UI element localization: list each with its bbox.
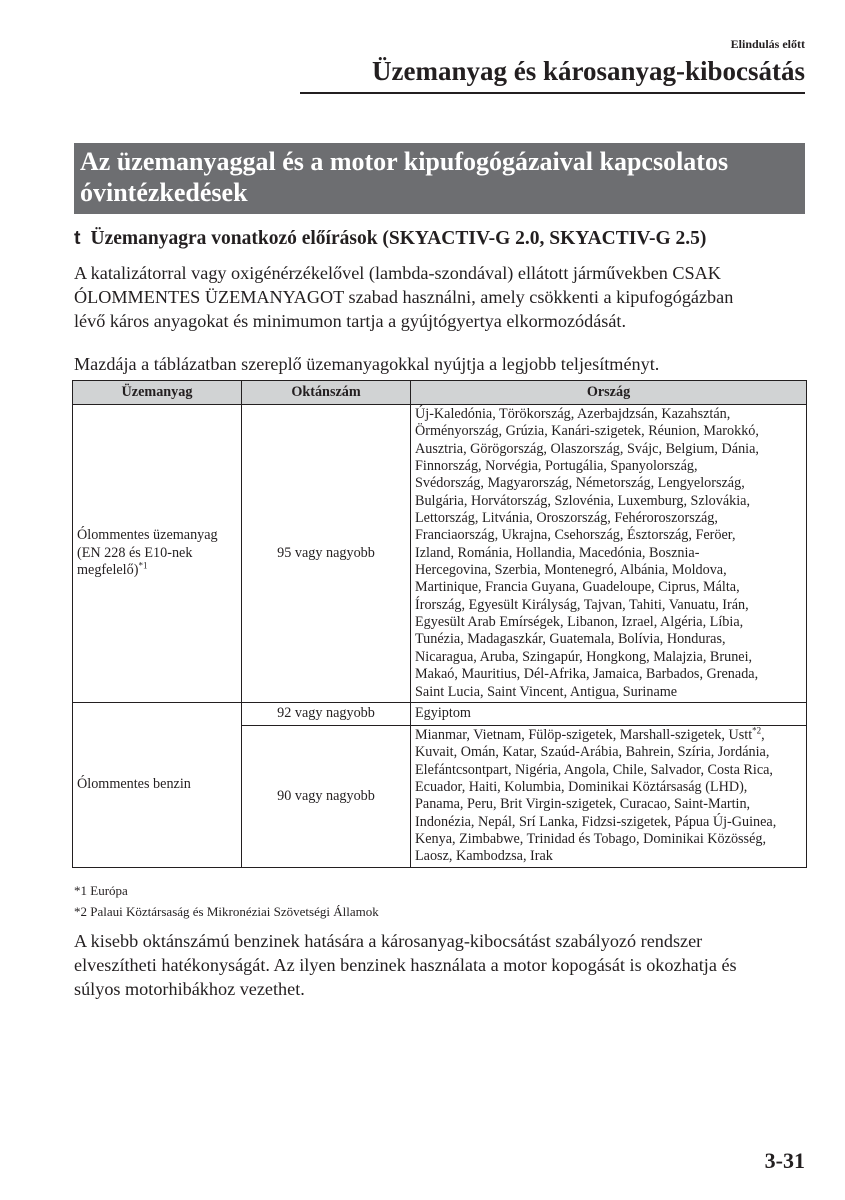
intro-line-3: lévő káros anyagokat és minimumon tartja a gyújtógyertya elkormozódását. (74, 311, 627, 331)
fuel-line (77, 562, 237, 579)
header-country: Ország (411, 381, 807, 405)
subheading (74, 227, 706, 250)
closing-line-2: elveszítheti hatékonyságát. Az ilyen benzinek használata a motor kopogását is okozhatja és (74, 955, 737, 975)
octane-cell: 95 vagy nagyobb (242, 405, 411, 703)
country-cell (411, 725, 807, 867)
country-line: Írország, Egyesült Királyság, Tajvan, Tahiti, Vanuatu, Irán, (415, 596, 749, 613)
country-cell: Egyiptom (411, 702, 807, 725)
country-cell (411, 405, 807, 703)
country-line: Bulgária, Horvátország, Szlovénia, Luxemburg, Szlovákia, (415, 492, 751, 509)
octane-cell: 92 vagy nagyobb (242, 702, 411, 725)
country-line: Panama, Peru, Brit Virgin-szigetek, Curacao, Saint-Martin, (415, 796, 751, 813)
footnote-ref: *1 (138, 560, 148, 571)
section-label: Elindulás előtt (730, 37, 805, 51)
country-line: Ausztria, Görögország, Olaszország, Svájc, Belgium, Dánia, (415, 440, 759, 457)
table-intro: Mazdája a táblázatban szereplő üzemanyagokkal nyújtja a legjobb teljesítményt. (74, 354, 660, 374)
country-line (415, 727, 802, 744)
octane-cell: 90 vagy nagyobb (242, 725, 411, 867)
country-line: Ecuador, Haiti, Kolumbia, Dominikai Köztársaság (LHD), (415, 778, 748, 795)
country-line: Tunézia, Madagaszkár, Guatemala, Bolívia, Honduras, (415, 631, 726, 648)
section-banner (74, 143, 805, 214)
country-line: Saint Lucia, Saint Vincent, Antigua, Suriname (415, 683, 678, 700)
comma: , (761, 726, 765, 743)
country-line: Egyesült Arab Emírségek, Libanon, Izrael, Algéria, Líbia, (415, 614, 744, 631)
country-line: Lettország, Litvánia, Oroszország, Fehéroroszország, (415, 510, 718, 527)
country-line: Hercegovina, Szerbia, Montenegró, Albánia, Moldova, (415, 562, 727, 579)
country-line: Új-Kaledónia, Törökország, Azerbajdzsán, Kazahsztán, (415, 406, 731, 422)
fuel-cell (73, 405, 242, 703)
banner-line-1: Az üzemanyaggal és a motor kipufogógázaival kapcsolatos (80, 147, 729, 176)
country-line-text: Mianmar, Vietnam, Fülöp-szigetek, Marshall-szigetek, Ustt (415, 726, 753, 743)
subheading-text: Üzemanyagra vonatkozó előírások (SKYACTIV-G 2.0, SKYACTIV-G 2.5) (90, 228, 707, 249)
country-line: Elefántcsontpart, Nigéria, Angola, Chile, Salvador, Costa Rica, (415, 761, 773, 778)
header-octane: Oktánszám (242, 381, 411, 405)
footnote-2: *2 Palaui Köztársaság és Mikronéziai Szövetségi Államok (74, 904, 379, 919)
closing-line-1: A kisebb oktánszámú benzinek hatására a károsanyag-kibocsátást szabályozó rendszer (74, 931, 703, 951)
fuel-line-text: megfelelő) (77, 562, 139, 579)
page-title: Üzemanyag és károsanyag-kibocsátás (371, 56, 805, 86)
fuel-line: Ólommentes üzemanyag (77, 527, 218, 544)
country-line: Kenya, Zimbabwe, Trinidad és Tobago, Dominikai Közösség, (415, 830, 767, 847)
table-header-row (73, 381, 807, 405)
country-line: Svédország, Magyarország, Németország, Lengyelország, (415, 475, 745, 492)
closing-paragraph (74, 929, 809, 1001)
intro-paragraph (74, 261, 809, 333)
country-line: Nicaragua, Aruba, Szingapúr, Hongkong, Malajzia, Brunei, (415, 648, 753, 665)
country-line: Martinique, Francia Guyana, Guadeloupe, Ciprus, Málta, (415, 579, 740, 596)
country-line: Indonézia, Nepál, Srí Lanka, Fidzsi-szigetek, Pápua Új-Guinea, (415, 813, 777, 830)
country-line: Örményország, Grúzia, Kanári-szigetek, Réunion, Marokkó, (415, 423, 759, 440)
country-line: Kuvait, Omán, Katar, Szaúd-Arábia, Bahrein, Szíria, Jordánia, (415, 744, 770, 761)
country-line: Izland, Románia, Hollandia, Macedónia, Bosznia- (415, 544, 700, 561)
header-fuel: Üzemanyag (73, 381, 242, 405)
table-row (73, 702, 807, 725)
footnote-ref: *2 (752, 725, 762, 736)
fuel-line: (EN 228 és E10-nek (77, 544, 193, 561)
footnote-1: *1 Európa (74, 883, 128, 898)
country-line: Laosz, Kambodzsa, Irak (415, 848, 553, 865)
table-row (73, 405, 807, 703)
country-line: Finnország, Norvégia, Portugália, Spanyolország, (415, 458, 698, 475)
header-rule (300, 92, 805, 94)
closing-line-3: súlyos motorhibákhoz vezethet. (74, 979, 305, 999)
intro-line-1: A katalizátorral vagy oxigénérzékelővel (lambda-szondával) ellátott járművekben CSAK (74, 263, 721, 283)
fuel-cell: Ólommentes benzin (73, 702, 242, 867)
country-line: Franciaország, Ukrajna, Csehország, Észtország, Feröer, (415, 527, 736, 544)
country-line: Makaó, Mauritius, Dél-Afrika, Jamaica, Barbados, Grenada, (415, 666, 759, 683)
bullet-icon: t (74, 227, 81, 249)
banner-line-2: óvintézkedések (80, 178, 248, 207)
fuel-table (72, 380, 807, 868)
intro-line-2: ÓLOMMENTES ÜZEMANYAGOT szabad használni, amely csökkenti a kipufogógázban (74, 287, 734, 307)
page-number: 3-31 (764, 1148, 805, 1173)
